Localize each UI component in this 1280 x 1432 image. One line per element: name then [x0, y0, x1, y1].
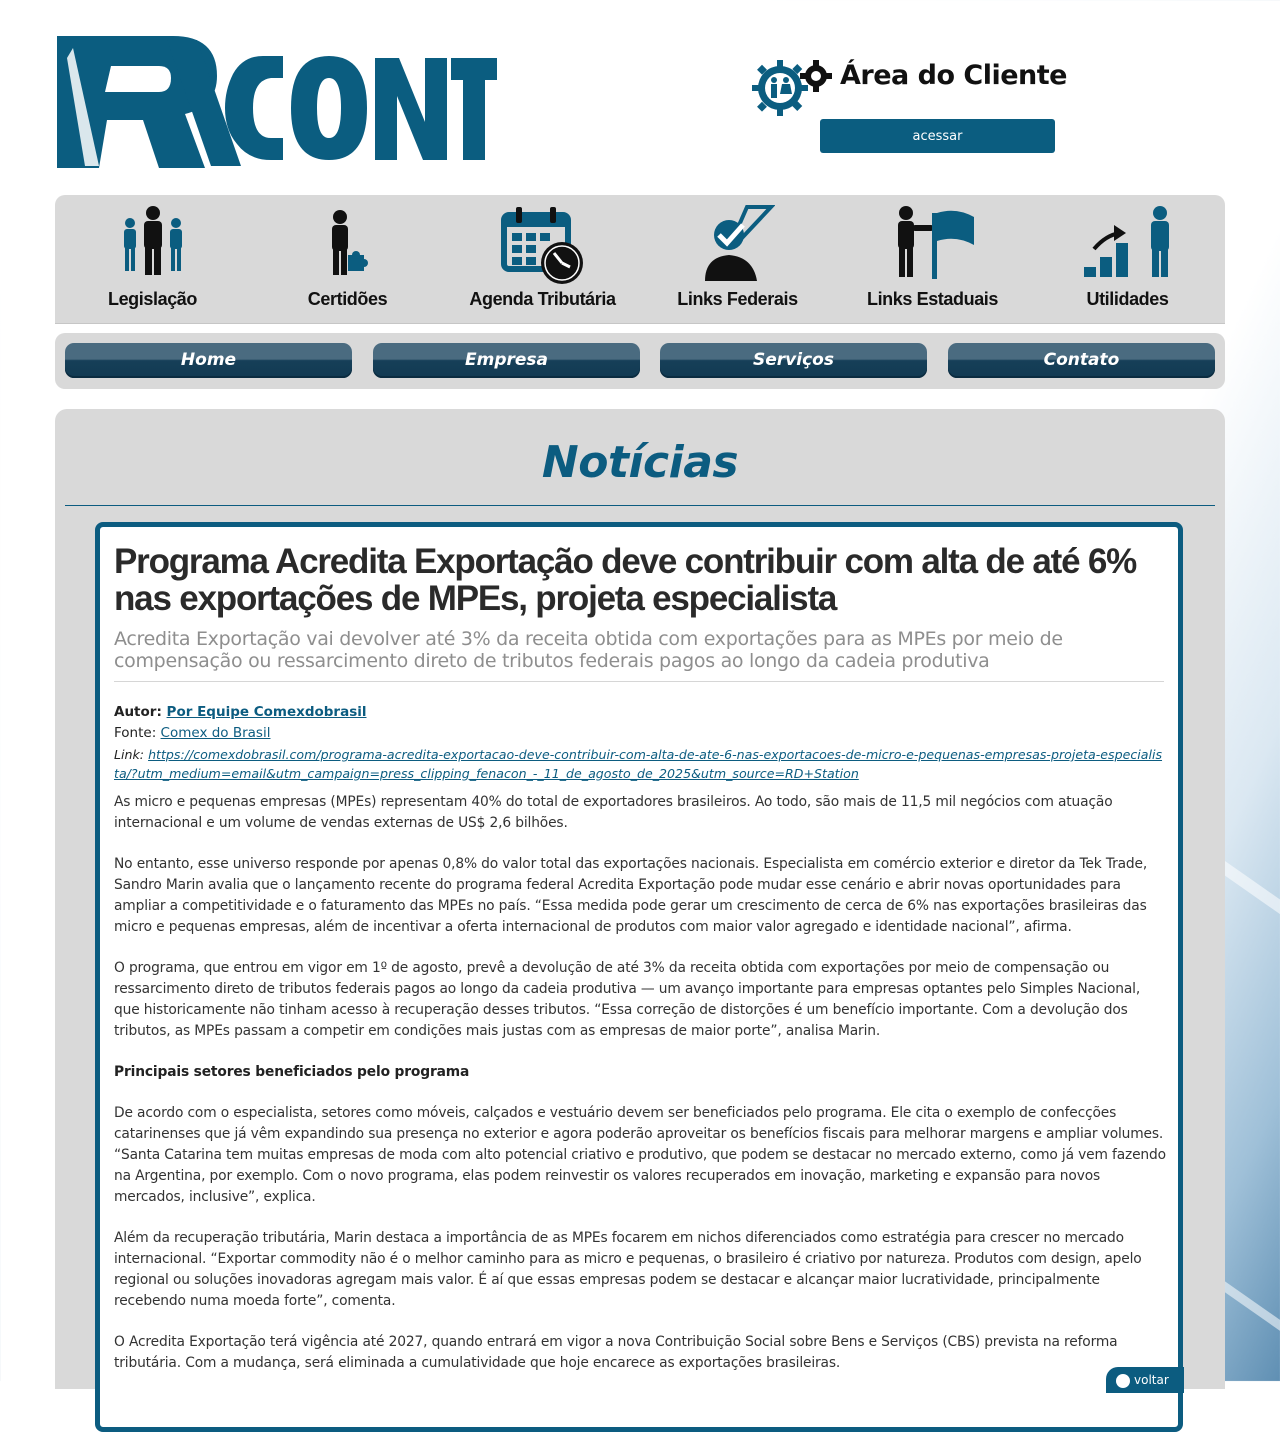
article-author — [114, 704, 1164, 720]
quick-link-label: Utilidades — [1086, 289, 1169, 309]
news-article — [95, 522, 1183, 1432]
article-paragraph: De acordo com o especialista, setores como móveis, calçados e vestuário devem ser beneficiados pelo programa. Ele cita o exemplo de confecções catarinenses que já vêm expandindo sua presença no exterior e agora poderão aproveitar os benefícios fiscais para melhorar margens e ampliar volumes. “Santa Catarina tem muitas empresas de moda com alto potencial criativo e produtivo, que podem se destacar no mercado externo, como já vem fazendo na Argentina, por exemplo. Com o novo programa, elas podem reinvestir os valores recuperados em inovação, marketing e expansão para novos mercados, inclusive”, explica. — [114, 1105, 1166, 1205]
article-subtitle: Acredita Exportação vai devolver até 3% da receita obtida com exportações para as MPEs por meio de compensação ou ressarcimento direto de tributos federais pagos ao longo da cadeia produtiva — [114, 628, 1063, 672]
author-label: Autor: — [114, 704, 162, 720]
article-url-link[interactable]: https://comexdobrasil.com/programa-acredita-exportacao-deve-contribuir-com-alta-de-ate-6-nas-exportacoes-de-micro-e-pequenas-empresas-projeta-especialista/?utm_medium=email&utm_campaign=press_clipping_fenacon_-_11_de_agosto_de_2025&utm_source=RD+Station — [114, 747, 1163, 781]
article-source — [114, 725, 1164, 741]
back-label: voltar — [1134, 1373, 1169, 1387]
rcont-logo-icon — [55, 34, 500, 170]
article-paragraph: No entanto, esse universo responde por apenas 0,8% do valor total das exportações nacionais. Especialista em comércio exterior e diretor da Tek Trade, Sandro Marin avalia que o lançamento recente do programa federal Acredita Exportação pode mudar esse cenário e abrir novas oportunidades para ampliar a competitividade e o faturamento das MPEs no país. “Essa medida pode gerar um crescimento de cerca de 6% nas exportações brasileiras das micro e pequenas empresas, além de incentivar a oferta internacional de produtos com maior valor agregado e identidade nacional”, afirma. — [114, 856, 1148, 935]
article-title: Programa Acredita Exportação deve contribuir com alta de até 6% nas exportações de MPEs, projeta especialista — [114, 542, 1137, 618]
author-link[interactable]: Por Equipe Comexdobrasil — [166, 704, 367, 720]
quick-link-agenda-tributaria[interactable] — [445, 195, 640, 323]
quick-link-links-estaduais[interactable] — [835, 195, 1030, 323]
content-panel — [55, 409, 1225, 1389]
person-puzzle-icon — [318, 205, 378, 277]
growth-chart-person-icon — [1080, 205, 1176, 279]
article-paragraph: As micro e pequenas empresas (MPEs) representam 40% do total de exportadores brasileiros. Ao todo, são mais de 11,5 mil negócios com atuação internacional e um volume de vendas externas de US$ 2,6 bilhões. — [114, 794, 1113, 831]
article-paragraph: O programa, que entrou em vigor em 1º de agosto, prevê a devolução de até 3% da receita obtida com exportações por meio de compensação ou ressarcimento direto de tributos federais pagos ao longo da cadeia produtiva — um avanço importante para empresas optantes pelo Simples Nacional, que historicamente não tinham acesso à recuperação desses tributos. “Essa correção de distorções é um benefício importante. Com a devolução dos tributos, as MPEs passam a competir em condições mais justas com as empresas de maior porte”, analisa Marin. — [114, 960, 1141, 1039]
quick-link-certidoes[interactable] — [250, 195, 445, 323]
nav-home[interactable]: Home — [65, 343, 352, 378]
article-divider — [114, 681, 1164, 682]
acessar-button[interactable]: acessar — [820, 119, 1055, 153]
people-group-icon — [118, 205, 188, 277]
page-title: Notícias — [541, 437, 739, 488]
link-label: Link: — [114, 747, 145, 762]
quick-link-legislacao[interactable] — [55, 195, 250, 323]
main-nav — [55, 333, 1225, 389]
person-flag-icon — [890, 205, 976, 281]
source-label: Fonte: — [114, 725, 157, 741]
nav-empresa[interactable]: Empresa — [373, 343, 640, 378]
quick-link-label: Links Federais — [677, 289, 798, 309]
article-subheading: Principais setores beneficiados pelo programa — [114, 1064, 470, 1080]
client-area — [752, 58, 1072, 158]
title-divider — [65, 505, 1215, 506]
article-paragraph: O Acredita Exportação terá vigência até 2027, quando entrará em vigor a nova Contribuição Social sobre Bens e Serviços (CBS) prevista na reforma tributária. Com a mudança, será eliminada a cumulatividade que hoje encarece as exportações brasileiras. — [114, 1334, 1118, 1371]
article-body — [114, 792, 1166, 1394]
client-area-title: Área do Cliente — [840, 60, 1067, 91]
calendar-clock-icon — [500, 205, 586, 285]
nav-servicos[interactable]: Serviços — [660, 343, 927, 378]
quick-link-label: Certidões — [307, 289, 388, 309]
quick-links-bar — [55, 195, 1225, 324]
person-check-icon — [701, 205, 775, 281]
article-link — [114, 745, 1164, 783]
quick-link-links-federais[interactable] — [640, 195, 835, 323]
nav-contato[interactable]: Contato — [948, 343, 1215, 378]
logo[interactable] — [55, 34, 500, 170]
quick-link-label: Links Estaduais — [866, 289, 999, 309]
client-gears-icon — [752, 58, 836, 118]
back-button[interactable] — [1106, 1367, 1184, 1393]
quick-link-label: Legislação — [107, 289, 198, 309]
quick-link-label: Agenda Tributária — [469, 289, 616, 309]
quick-link-utilidades[interactable] — [1030, 195, 1225, 323]
source-link[interactable]: Comex do Brasil — [160, 725, 271, 741]
article-paragraph: Além da recuperação tributária, Marin destaca a importância de as MPEs focarem em nichos diferenciados como estratégia para crescer no mercado internacional. “Exportar commodity não é o melhor caminho para as micro e pequenas, o brasileiro é criativo por natureza. Produtos com design, apelo regional ou soluções inovadoras agregam mais valor. É aí que essas empresas podem se destacar e alcançar maior lucratividade, principalmente recebendo numa moeda forte”, comenta. — [114, 1230, 1142, 1309]
